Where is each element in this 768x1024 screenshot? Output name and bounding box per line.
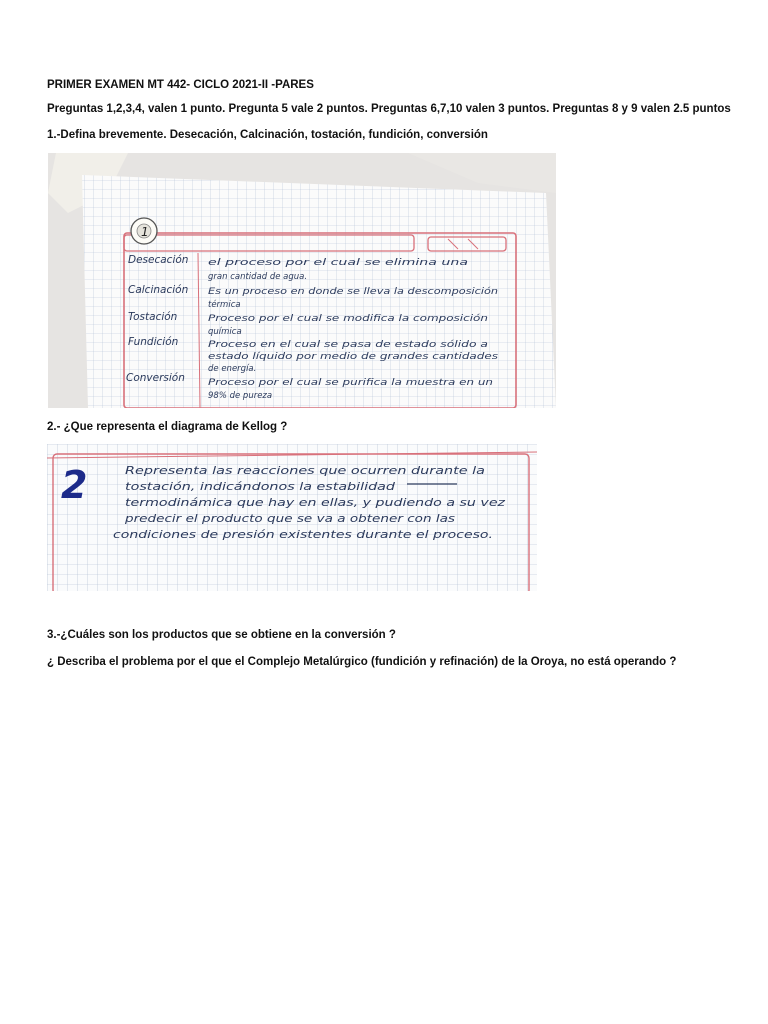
answer-line-1-6: química	[208, 327, 242, 337]
answer-line-1-1: el proceso por el cual se elimina una	[208, 258, 468, 268]
answer-line-1-8: estado líquido por medio de grandes cantidades	[208, 352, 499, 362]
answer-line-1-3: Es un proceso en donde se lleva la descomposición	[208, 287, 427, 297]
question-number-1: 1	[141, 225, 149, 239]
term-fundicion: Fundición	[128, 336, 179, 348]
answer-line-1-4: térmica	[208, 300, 241, 310]
answer-line-2-2: tostación, indicándonos la estabilidad	[125, 481, 396, 493]
term-calcinacion: Calcinación	[128, 284, 189, 296]
question-3: 3.-¿Cuáles son los productos que se obtiene en la conversión ?	[47, 629, 396, 641]
answer-line-2-1: Representa las reacciones que ocurren durante la	[125, 465, 485, 477]
term-tostacion: Tostación	[128, 311, 178, 323]
answer-line-1-10: Proceso por el cual se purifica la muestra en un	[208, 378, 493, 388]
answer-line-2-4: predecir el producto que se va a obtener con las	[123, 513, 456, 525]
scoring-note: Preguntas 1,2,3,4, valen 1 punto. Pregunta 5 vale 2 puntos. Preguntas 6,7,10 valen 3 puntos. Preguntas 8 y 9 valen 2.5 puntos	[47, 103, 731, 115]
answer-line-2-5: condiciones de presión existentes durante el proceso.	[113, 529, 493, 541]
answer-photo-1	[48, 153, 556, 408]
exam-title: PRIMER EXAMEN MT 442- CICLO 2021-II -PARES	[47, 79, 314, 91]
term-conversion: Conversión	[126, 372, 185, 384]
question-1: 1.-Defina brevemente. Desecación, Calcinación, tostación, fundición, conversión	[47, 129, 488, 141]
question-4: ¿ Describa el problema por el que el Complejo Metalúrgico (fundición y refinación) de la Oroya, no está operando ?	[47, 656, 677, 668]
answer-line-1-5: Proceso por el cual se modifica la composición	[208, 314, 407, 324]
answer-line-1-11: 98% de pureza	[208, 391, 273, 401]
answer-line-1-7: Proceso en el cual se pasa de estado sólido a	[208, 340, 401, 350]
answer-photo-2	[47, 444, 537, 591]
question-number-2: 2	[61, 463, 88, 507]
answer-line-1-2: gran cantidad de agua.	[208, 272, 308, 282]
answer-line-1-9: de energía.	[208, 364, 257, 374]
question-2: 2.- ¿Que representa el diagrama de Kellog ?	[47, 421, 288, 433]
term-desecacion: Desecación	[128, 254, 189, 266]
answer-line-2-3: termodinámica que hay en ellas, y pudiendo a su vez	[125, 497, 506, 509]
